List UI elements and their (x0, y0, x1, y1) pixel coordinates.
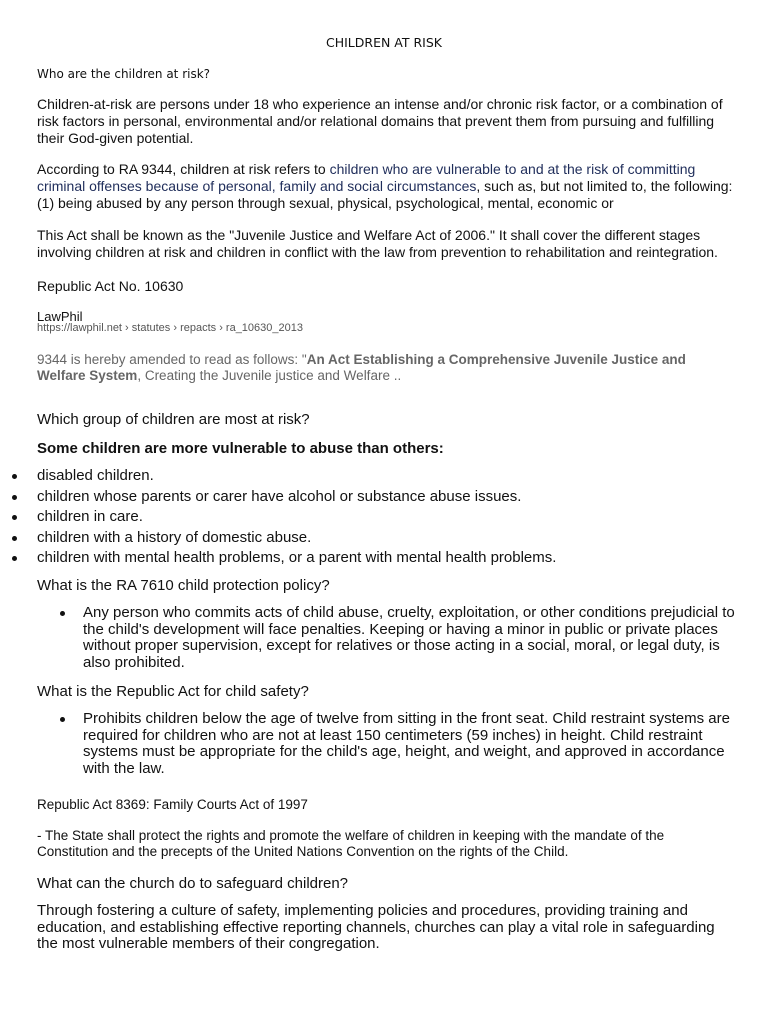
page-title: CHILDREN AT RISK (325, 35, 442, 50)
ra9344-paragraph: According to RA 9344, children at risk refers to children who are vulnerable to and at the risk of committing criminal offenses because of personal, family and social circumstances, such as, but not limited to, the following: (1) being abused by any person through sexual, physical, psychological, mental, economic or (37, 161, 733, 211)
bullet-icon (60, 611, 65, 616)
vulnerable-list (0, 466, 556, 569)
search-result-snippet: 9344 is hereby amended to read as follows: "An Act Establishing a Comprehensive Juvenile Justice and Welfare System, Creating the Juvenile justice and Welfare .. (37, 352, 686, 383)
bullet-icon (12, 556, 17, 561)
bullet-icon (60, 717, 65, 722)
answer-church: Through fostering a culture of safety, implementing policies and procedures, providing training and education, and establishing effective reporting channels, churches can play a vital role in safeguarding the most vulnerable members of their congregation. (37, 902, 715, 952)
list-item: children with mental health problems, or a parent with mental health problems. (0, 548, 556, 569)
state-paragraph: - The State shall protect the rights and promote the welfare of children in keeping with the mandate of the Constitution and the precepts of the United Nations Convention on the rights of the Child. (37, 828, 665, 859)
act-paragraph: This Act shall be known as the "Juvenile Justice and Welfare Act of 2006." It shall cover the different stages involving children at risk and children in conflict with the law from prevention to rehabilitation and reintegration. (37, 227, 718, 260)
question-church: What can the church do to safeguard children? (37, 875, 349, 892)
question-ra7610: What is the RA 7610 child protection policy? (37, 577, 330, 594)
search-result-url[interactable]: https://lawphil.net › statutes › repacts › ra_10630_2013 (37, 322, 303, 334)
vulnerable-heading: Some children are more vulnerable to abuse than others: (37, 440, 444, 457)
answer-safety: Prohibits children below the age of twelve from sitting in the front seat. Child restraint systems are required for children who are not at least 150 centimeters (59 inches) in height. Child restraint systems must be appropriate for the child's age, height, and weight, and approved in accordance with the law. (83, 711, 743, 777)
question-group: Which group of children are most at risk? (37, 411, 310, 428)
bullet-icon (12, 474, 17, 479)
bullet-icon (12, 495, 17, 500)
question-who: Who are the children at risk? (37, 67, 211, 81)
list-item: disabled children. (0, 466, 556, 487)
definition-paragraph: Children-at-risk are persons under 18 who experience an intense and/or chronic risk factor, or a combination of risk factors in personal, environmental and/or relational domains that prevent them from pursuing and fulfilling their God-given potential. (37, 96, 723, 146)
ra9344-highlight: children who are vulnerable to and at the risk of committing criminal offenses because of personal, family and social circumstances (37, 161, 696, 194)
list-item: children with a history of domestic abuse. (0, 528, 556, 549)
ra10630-heading: Republic Act No. 10630 (37, 278, 184, 294)
search-result-site[interactable]: LawPhil (37, 309, 83, 324)
bullet-icon (12, 536, 17, 541)
question-safety: What is the Republic Act for child safety? (37, 683, 309, 700)
list-item: children in care. (0, 507, 556, 528)
answer-ra7610: Any person who commits acts of child abuse, cruelty, exploitation, or other conditions prejudicial to the child's development will face penalties. Keeping or having a minor in public or private places without proper supervision, except for relatives or those acting in a social, moral, or legal duty, is also prohibited. (83, 605, 743, 671)
list-item: children whose parents or carer have alcohol or substance abuse issues. (0, 487, 556, 508)
ra8369-heading: Republic Act 8369: Family Courts Act of 1997 (37, 797, 308, 812)
bullet-icon (12, 515, 17, 520)
